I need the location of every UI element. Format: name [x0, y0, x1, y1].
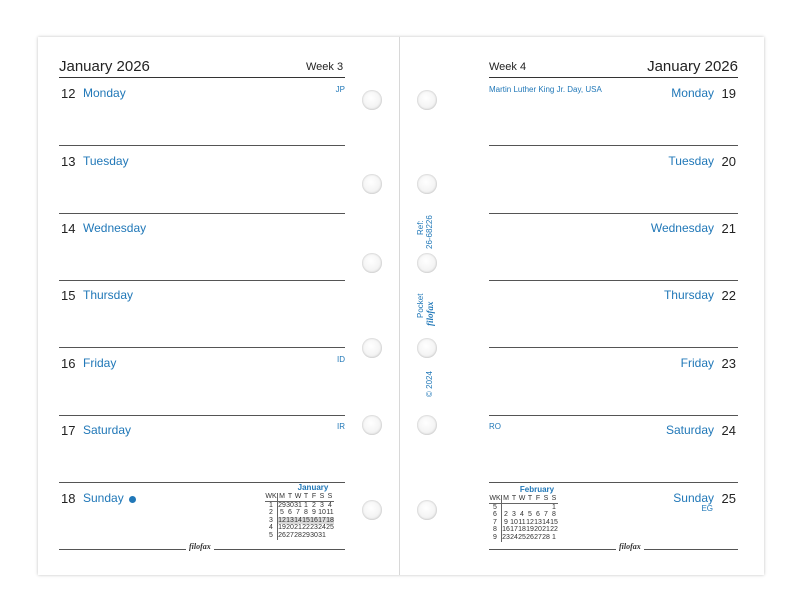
day-name: Tuesday — [668, 154, 714, 168]
day-saturday-17[interactable] — [59, 415, 345, 483]
mini-cal-date: 16 — [502, 526, 510, 534]
ref-code: 26-68226 — [425, 215, 434, 249]
mini-cal-week-row — [489, 519, 558, 527]
mini-cal-date: 7 — [544, 511, 548, 519]
mini-cal-date — [326, 532, 334, 540]
day-number: 17 — [61, 423, 76, 438]
day-tuesday-13[interactable] — [59, 146, 345, 214]
mini-cal-date: 2 — [504, 511, 508, 519]
day-name: Sunday — [83, 491, 124, 505]
left-week-title: Week 3 — [306, 61, 344, 73]
mini-cal-date: 4 — [328, 501, 332, 509]
binder-hole — [362, 253, 382, 273]
holiday-note: JP — [335, 85, 345, 94]
mini-cal-date: 10 — [318, 509, 326, 517]
mini-cal-date: 26 — [526, 533, 534, 541]
mini-cal-date — [526, 503, 534, 511]
mini-cal-date: 21 — [294, 524, 302, 532]
mini-cal-date: 7 — [296, 509, 300, 517]
mini-cal-date: 27 — [286, 531, 294, 539]
day-name: Thursday — [663, 288, 714, 302]
mini-cal-header: T — [287, 493, 293, 500]
mini-cal-header: W — [518, 495, 526, 502]
mini-cal-date: 1 — [552, 503, 556, 511]
mini-cal-week-row — [265, 532, 334, 540]
mini-cal-date: 31 — [294, 501, 302, 509]
mini-cal-date: 24 — [318, 524, 326, 532]
mini-cal-week-number: 9 — [489, 534, 502, 542]
mini-cal-week-number: 3 — [265, 517, 278, 525]
mini-cal-date: 20 — [286, 524, 294, 532]
mini-cal-date: 1 — [552, 533, 556, 541]
mini-cal-date: 5 — [528, 511, 532, 519]
binder-hole — [417, 253, 437, 273]
day-monday-12[interactable] — [59, 78, 345, 146]
mini-cal-date: 29 — [278, 501, 286, 509]
mini-calendar-grid — [265, 493, 334, 540]
mini-cal-date: 13 — [534, 518, 542, 526]
mini-cal-header: WK — [265, 493, 277, 500]
mini-cal-week-number: 2 — [265, 509, 278, 517]
mini-calendar-grid — [489, 495, 558, 542]
day-name: Monday — [83, 86, 126, 100]
day-name: Saturday — [83, 423, 132, 437]
day-number: 21 — [721, 221, 736, 236]
mini-cal-header: S — [543, 495, 549, 502]
binder-hole — [362, 174, 382, 194]
mini-cal-week-number: 8 — [489, 526, 502, 534]
mini-cal-date: 13 — [286, 516, 294, 524]
right-footer-rule — [489, 549, 738, 550]
mini-cal-date: 12 — [526, 518, 534, 526]
mini-cal-date — [502, 503, 511, 511]
mini-cal-date: 22 — [302, 524, 310, 532]
mini-cal-week-row — [265, 501, 334, 509]
mini-cal-week-row-current — [265, 517, 334, 525]
mini-cal-date: 11 — [518, 518, 526, 526]
mini-cal-date: 15 — [550, 518, 558, 526]
mini-cal-date: 8 — [304, 509, 308, 517]
mini-cal-week-number: 7 — [489, 519, 502, 527]
mini-cal-date: 23 — [310, 524, 318, 532]
mini-calendar-title: February — [519, 485, 555, 494]
day-number: 22 — [721, 288, 736, 303]
day-number: 18 — [61, 491, 76, 506]
mini-cal-header: S — [319, 493, 325, 500]
binder-hole — [362, 415, 382, 435]
mini-cal-date — [510, 503, 518, 511]
mini-cal-date: 14 — [294, 516, 302, 524]
mini-cal-date: 10 — [510, 518, 518, 526]
mini-cal-date: 28 — [294, 531, 302, 539]
day-number: 12 — [61, 86, 76, 101]
mini-calendar-title: January — [297, 483, 329, 492]
mini-cal-date: 26 — [278, 531, 286, 539]
day-thursday-15[interactable] — [59, 280, 345, 348]
mini-cal-date: 30 — [286, 501, 294, 509]
mini-cal-date: 5 — [280, 509, 284, 517]
binder-hole — [362, 90, 382, 110]
mini-cal-header: S — [551, 495, 557, 502]
mini-calendar-january — [265, 483, 345, 543]
mini-cal-date: 17 — [318, 516, 326, 524]
new-moon-dot-icon — [129, 496, 136, 503]
mini-cal-header: T — [303, 493, 309, 500]
mini-cal-date: 22 — [550, 526, 558, 534]
spine-brand-logo: filofax — [425, 301, 435, 326]
mini-cal-date — [518, 503, 526, 511]
mini-cal-date: 23 — [502, 533, 510, 541]
day-number: 20 — [721, 154, 736, 169]
mini-cal-date: 20 — [534, 526, 542, 534]
mini-cal-date: 18 — [518, 526, 526, 534]
binder-hole — [417, 500, 437, 520]
binder-hole — [362, 500, 382, 520]
day-number: 24 — [721, 423, 736, 438]
mini-cal-header: WK — [489, 495, 501, 502]
mini-cal-date: 3 — [512, 511, 516, 519]
mini-cal-date: 19 — [278, 524, 286, 532]
right-page — [400, 37, 764, 575]
day-tuesday-20[interactable] — [489, 146, 738, 214]
mini-cal-week-number: 5 — [265, 532, 278, 540]
day-wednesday-14[interactable] — [59, 213, 345, 281]
binder-hole — [417, 415, 437, 435]
mini-cal-date: 28 — [542, 533, 550, 541]
mini-cal-date: 9 — [504, 518, 508, 526]
mini-cal-date: 27 — [534, 533, 542, 541]
holiday-note: Martin Luther King Jr. Day, USA — [489, 85, 602, 94]
mini-cal-header: T — [527, 495, 533, 502]
holiday-note: IR — [337, 422, 345, 431]
day-name: Friday — [83, 356, 117, 370]
day-name: Wednesday — [650, 221, 714, 235]
mini-cal-week-row — [489, 526, 558, 534]
day-name: Monday — [671, 86, 714, 100]
mini-cal-date: 31 — [318, 531, 326, 539]
mini-cal-week-number: 6 — [489, 511, 502, 519]
mini-cal-header: F — [311, 493, 317, 500]
diary-spread — [38, 37, 764, 575]
mini-cal-week-row — [489, 534, 558, 542]
day-name: Wednesday — [83, 221, 147, 235]
day-name: Thursday — [83, 288, 134, 302]
mini-cal-date: 3 — [320, 501, 324, 509]
mini-cal-date: 14 — [542, 518, 550, 526]
mini-cal-date: 2 — [312, 501, 316, 509]
mini-cal-date: 25 — [518, 533, 526, 541]
right-week-title: Week 4 — [489, 61, 527, 73]
left-page — [38, 37, 399, 575]
day-number: 25 — [721, 491, 736, 506]
day-saturday-24[interactable] — [489, 415, 738, 483]
mini-cal-header: T — [511, 495, 517, 502]
binder-hole — [417, 90, 437, 110]
mini-cal-date: 25 — [326, 524, 334, 532]
mini-cal-date: 29 — [302, 531, 310, 539]
binder-hole — [417, 338, 437, 358]
day-number: 16 — [61, 356, 76, 371]
mini-cal-date — [534, 503, 542, 511]
mini-cal-date: 6 — [288, 509, 292, 517]
day-number: 23 — [721, 356, 736, 371]
mini-cal-date: 19 — [526, 526, 534, 534]
binder-hole — [362, 338, 382, 358]
mini-cal-date: 1 — [304, 501, 308, 509]
mini-cal-date: 6 — [536, 511, 540, 519]
day-friday-23[interactable] — [489, 348, 738, 416]
day-number: 19 — [721, 86, 736, 101]
mini-cal-date: 16 — [310, 516, 318, 524]
ref-label: Ref: — [416, 220, 425, 235]
mini-cal-date: 9 — [312, 509, 316, 517]
mini-cal-week-row — [265, 509, 334, 517]
holiday-note: EG — [701, 504, 713, 513]
day-monday-19[interactable] — [489, 78, 738, 146]
day-name: Tuesday — [83, 154, 129, 168]
left-month-title: January 2026 — [59, 58, 150, 75]
mini-cal-date: 18 — [326, 516, 334, 524]
right-footer-brand-logo: filofax — [616, 542, 644, 551]
mini-cal-week-number: 4 — [265, 524, 278, 532]
day-wednesday-21[interactable] — [489, 213, 738, 281]
size-label: Pocket — [416, 293, 425, 318]
holiday-note: ID — [337, 355, 345, 364]
mini-cal-date: 15 — [302, 516, 310, 524]
mini-cal-week-row — [489, 503, 558, 511]
day-number: 13 — [61, 154, 76, 169]
mini-cal-date: 24 — [510, 533, 518, 541]
mini-calendar-february — [489, 485, 569, 545]
day-number: 15 — [61, 288, 76, 303]
mini-cal-week-number: 5 — [489, 503, 502, 511]
mini-cal-date: 21 — [542, 526, 550, 534]
day-thursday-22[interactable] — [489, 280, 738, 348]
mini-cal-date: 30 — [310, 531, 318, 539]
mini-cal-header: S — [327, 493, 333, 500]
mini-cal-week-row — [265, 524, 334, 532]
mini-cal-header: F — [535, 495, 541, 502]
mini-cal-week-number: 1 — [265, 501, 278, 509]
mini-cal-week-row — [489, 511, 558, 519]
right-month-title: January 2026 — [647, 58, 738, 75]
holiday-note: RO — [489, 422, 501, 431]
mini-cal-date — [542, 503, 550, 511]
day-friday-16[interactable] — [59, 348, 345, 416]
day-name: Sunday — [673, 491, 714, 505]
day-name: Friday — [680, 356, 714, 370]
mini-cal-date: 12 — [278, 516, 286, 524]
mini-cal-header: W — [294, 493, 302, 500]
mini-cal-date: 8 — [552, 511, 556, 519]
mini-cal-date: 17 — [510, 526, 518, 534]
mini-cal-date: 4 — [520, 511, 524, 519]
copyright-text: © 2024 — [425, 371, 434, 397]
binder-hole — [417, 174, 437, 194]
left-footer-brand-logo: filofax — [186, 542, 214, 551]
day-number: 14 — [61, 221, 76, 236]
day-name: Saturday — [665, 423, 714, 437]
mini-cal-date: 11 — [326, 509, 334, 517]
mini-cal-header: M — [279, 493, 285, 500]
mini-cal-header: M — [503, 495, 509, 502]
